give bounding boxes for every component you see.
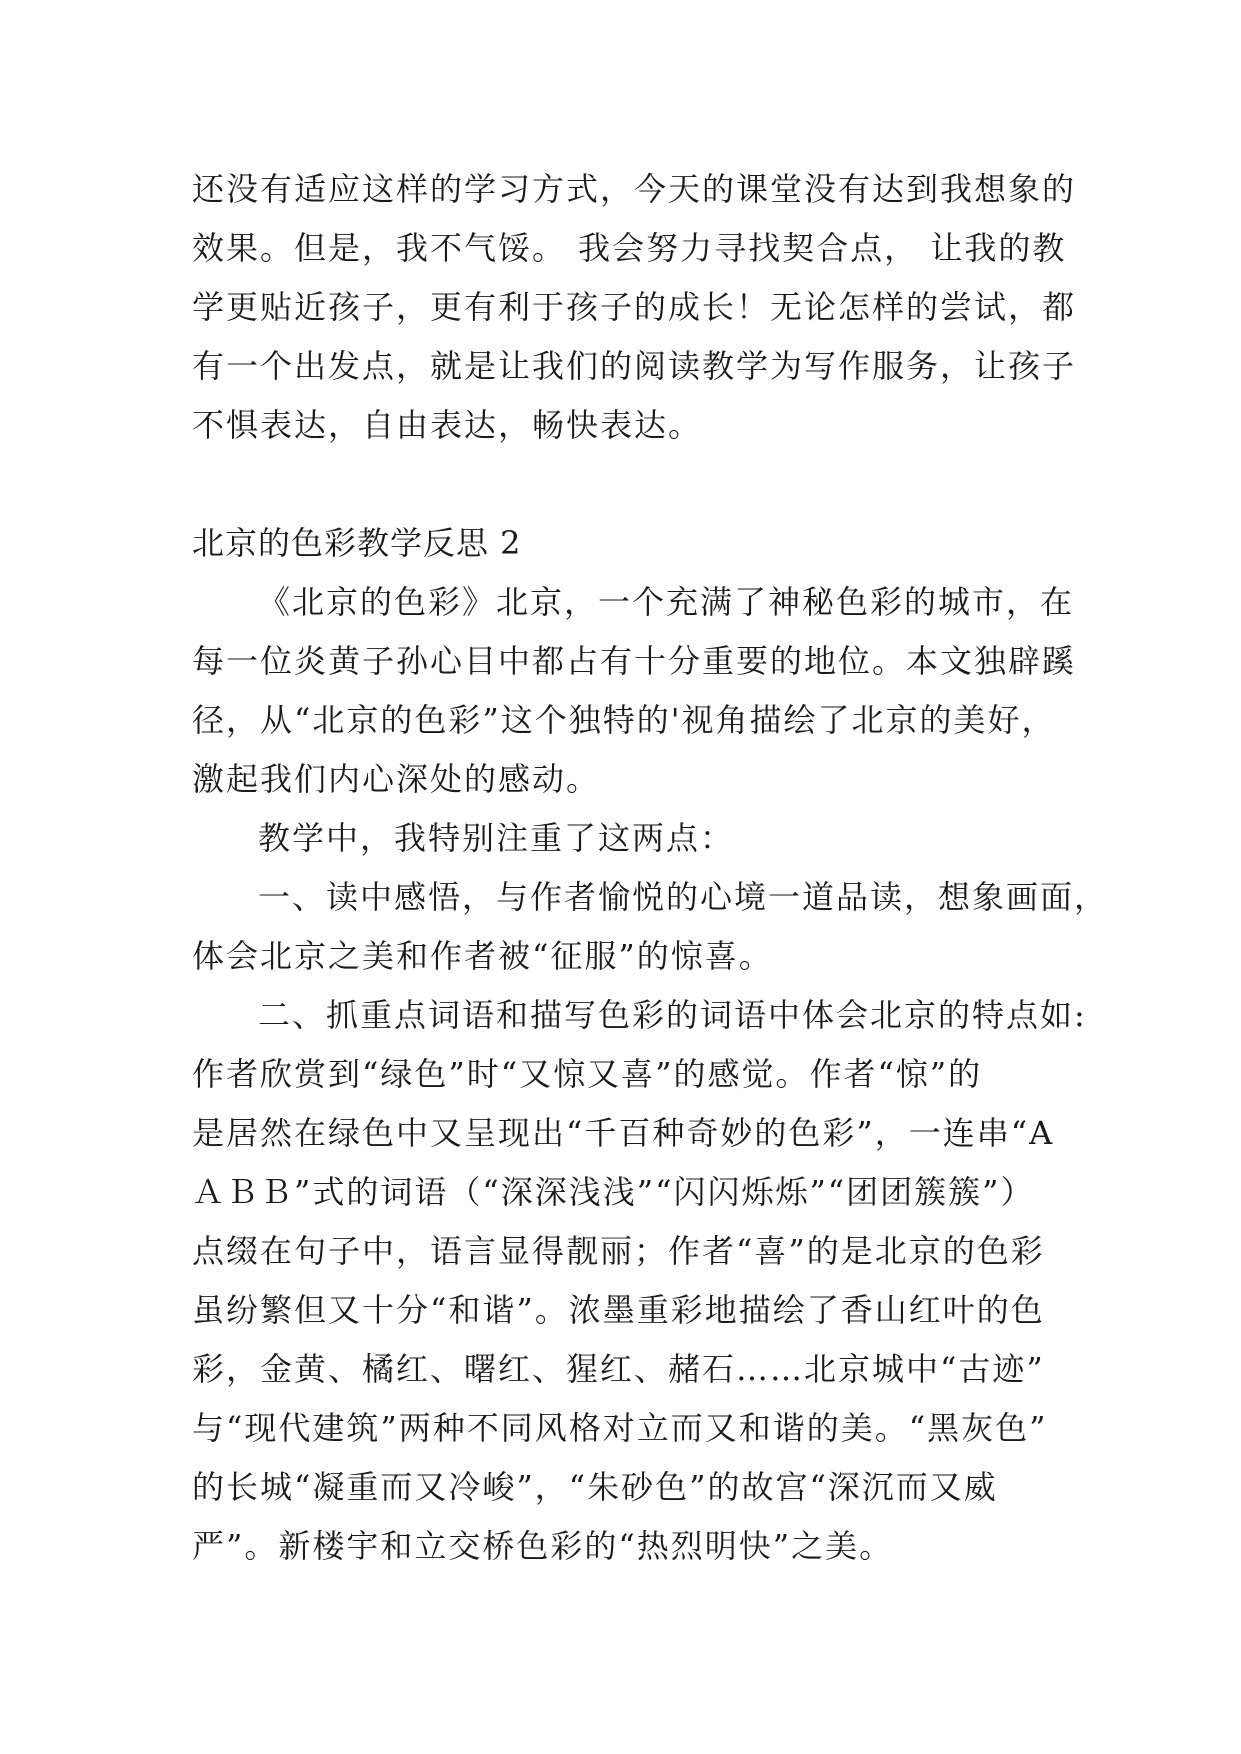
text-line: 与“现代建筑”两种不同风格对立而又和谐的美。“黑灰色” bbox=[192, 1409, 1048, 1447]
text-line: 是居然在绿色中又呈现出“千百种奇妙的色彩”，一连串“A bbox=[192, 1114, 1055, 1152]
text-line: 的长城“凝重而又冷峻”，“朱砂色”的故宫“深沉而又威 bbox=[192, 1468, 998, 1506]
text-line: 体会北京之美和作者被“征服”的惊喜。 bbox=[192, 937, 773, 975]
text-line: 彩，金黄、橘红、曙红、猩红、赭石……北京城中“古迹” bbox=[192, 1350, 1045, 1388]
paragraph-point-two bbox=[192, 986, 1087, 1576]
text-line: 严”。新楼宇和立交桥色彩的“热烈明快”之美。 bbox=[192, 1527, 894, 1565]
text-line: ＡＢＢ”式的词语（“深深浅浅”“闪闪烁烁”“团团簇簇”） bbox=[192, 1173, 1035, 1211]
text-line: 一、读中感悟，与作者愉悦的心境一道品读，想象画面， bbox=[258, 878, 1109, 916]
text-line: 点缀在句子中，语言显得靓丽；作者“喜”的是北京的色彩 bbox=[192, 1232, 1045, 1270]
text-line: 效果。但是，我不气馁。 我会努力寻找契合点， 让我的教 bbox=[192, 229, 1067, 267]
paragraph-teaching-focus bbox=[192, 809, 1052, 868]
text-line: 作者欣赏到“绿色”时“又惊又喜”的感觉。作者“惊”的 bbox=[192, 1055, 983, 1093]
text-line: 教学中，我特别注重了这两点： bbox=[258, 819, 735, 857]
text-line: 虽纷繁但又十分“和谐”。浓墨重彩地描绘了香山红叶的色 bbox=[192, 1291, 1045, 1329]
paragraph-continuation bbox=[192, 160, 1077, 455]
text-line: 学更贴近孩子，更有利于孩子的成长！无论怎样的尝试，都 bbox=[192, 288, 1077, 326]
text-line: 二、抓重点词语和描写色彩的词语中体会北京的特点如: bbox=[258, 996, 1087, 1034]
text-line: 《北京的色彩》北京，一个充满了神秘色彩的城市，在 bbox=[258, 583, 1075, 621]
text-line: 有一个出发点，就是让我们的阅读教学为写作服务，让孩子 bbox=[192, 347, 1077, 385]
text-line: 不惧表达，自由表达，畅快表达。 bbox=[192, 406, 703, 444]
section-spacer bbox=[192, 455, 1052, 514]
paragraph-intro bbox=[192, 573, 1077, 809]
text-line: 还没有适应这样的学习方式，今天的课堂没有达到我想象的 bbox=[192, 170, 1077, 208]
text-line: 径，从“北京的色彩”这个独特的'视角描绘了北京的美好， bbox=[192, 701, 1056, 739]
text-line: 每一位炎黄子孙心目中都占有十分重要的地位。本文独辟蹊 bbox=[192, 642, 1077, 680]
section-heading: 北京的色彩教学反思 2 bbox=[192, 524, 522, 562]
document-body bbox=[192, 160, 1109, 1576]
text-line: 激起我们内心深处的感动。 bbox=[192, 760, 601, 798]
paragraph-point-one bbox=[192, 868, 1109, 986]
